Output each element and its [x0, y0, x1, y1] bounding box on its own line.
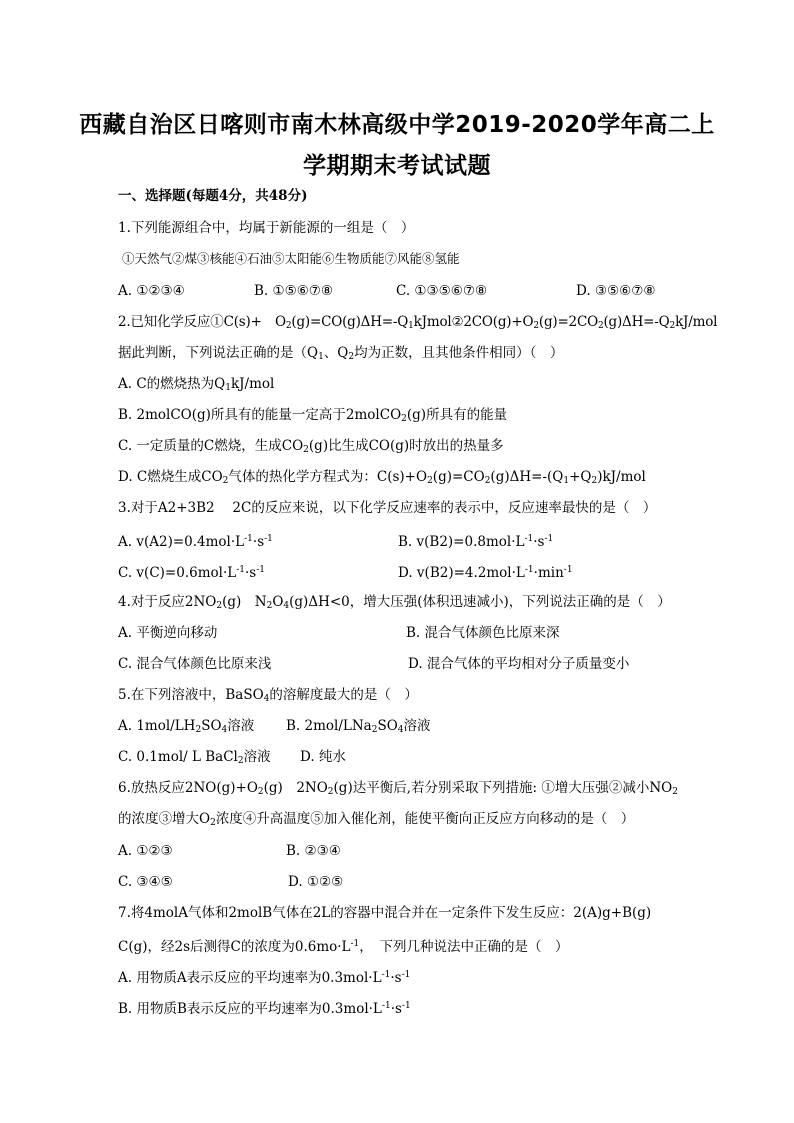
- question-6-option-c: C. ③④⑤: [118, 874, 173, 890]
- question-2-stem-line-1: 2.已知化学反应①C(s)+ $O_2(g)=CO(g)\Delta H=-Q_1kJmol②2CO(g)+O_2(g)=2CO_2(g)\Delta H=-Q_2kJ$/mol: [118, 314, 718, 331]
- question-1-list: ①天然气②煤③核能④石油⑤太阳能⑥生物质能⑦风能⑧氢能: [122, 251, 460, 266]
- question-5-option-b: B. $2mol/LNa_2SO_4$溶液: [286, 718, 431, 735]
- question-2-option-a: A. C的燃烧热为$Q_1kJ$/mol: [118, 376, 275, 393]
- question-6-stem-line-1: 6.放热反应$2NO(g)+O_2(g)$ $2NO_2(g)$达平衡后,若分别采取下列措施: ①增大压强②减小$NO_2$: [118, 780, 678, 797]
- question-1-option-d: D. ③⑤⑥⑦⑧: [576, 283, 656, 299]
- section-heading: 一、选择题(每题4分，共48分): [118, 188, 308, 204]
- question-5-option-c: C. 0.1mol/ L BaCl$_2$溶液: [118, 749, 271, 766]
- question-7-stem-line-1: 7.将4molA气体和2molB气体在2L的容器中混合并在一定条件下发生反应：2(A)g+B(g): [118, 905, 652, 921]
- question-5-option-a: A. $1mol/LH_2SO_4$溶液: [118, 718, 255, 735]
- question-2-option-d: D. C燃烧生成$CO_2$气体的热化学方程式为：$C(s)+O_2(g)=CO_2(g)\Delta H=-(Q_1+Q_2)kJ$/mol: [118, 469, 646, 486]
- question-2-option-b: B. 2molCO(g)所具有的能量一定高于2molCO$_2$(g)所具有的能量: [118, 407, 508, 424]
- question-3-option-c: C. $v(C)=0.6mol\cdot L^{-1}\cdot s^{-1}$: [118, 565, 266, 581]
- question-4-option-b: B. 混合气体颜色比原来深: [406, 625, 560, 641]
- question-7-option-a: A. 用物质A表示反应的平均速率为$0.3mol\cdot L^{-1}\cdot s^{-1}$: [118, 970, 411, 986]
- question-5-option-d: D. 纯水: [300, 749, 346, 765]
- question-3-option-a: A. $v(A2)=0.4mol\cdot L^{-1}\cdot s^{-1}$: [118, 534, 273, 550]
- question-6-option-a: A. ①②③: [118, 843, 173, 859]
- question-3-option-b: B. $v(B2)=0.8mol\cdot L^{-1}\cdot s^{-1}$: [398, 534, 554, 550]
- question-4-option-c: C. 混合气体颜色比原来浅: [118, 656, 272, 672]
- page-title-line-1: 西藏自治区日喀则市南木林高级中学2019-2020学年高二上: [79, 112, 715, 138]
- question-7-stem-line-2: C(g)，经2s后测得C的浓度为$0.6mo\cdot L^{-1}$， 下列几种说法中正确的是（ ）: [118, 939, 569, 955]
- question-2-option-c: C. 一定质量的C燃烧，生成$CO_2(g)$比生成CO(g)时放出的热量多: [118, 438, 504, 455]
- question-1-stem: 1.下列能源组合中，均属于新能源的一组是（ ）: [118, 220, 415, 236]
- question-1-option-b: B. ①⑤⑥⑦⑧: [254, 283, 334, 299]
- question-5-stem: 5.在下列溶液中，BaSO$_4$的溶解度最大的是（ ）: [118, 687, 418, 704]
- question-4-option-d: D. 混合气体的平均相对分子质量变小: [408, 656, 630, 672]
- question-6-option-b: B. ②③④: [286, 843, 341, 859]
- question-1-option-c: C. ①③⑤⑥⑦⑧: [396, 283, 488, 299]
- page-title-line-2: 学期期末考试试题: [303, 153, 491, 179]
- question-2-stem-line-2: 据此判断，下列说法正确的是（$Q_1$、$Q_2$均为正数，且其他条件相同）（ ）: [118, 345, 564, 362]
- question-6-stem-line-2: 的浓度③增大$O_2$浓度④升高温度⑤加入催化剂，能使平衡向正反应方向移动的是（ ）: [118, 811, 635, 828]
- question-3-option-d: D. $v(B2)=4.2mol\cdot L^{-1}\cdot\min^{-1}$: [398, 565, 573, 581]
- question-1-option-a: A. ①②③④: [118, 283, 185, 299]
- question-6-option-d: D. ①②⑤: [288, 874, 344, 890]
- question-4-option-a: A. 平衡逆向移动: [118, 625, 218, 641]
- question-3-stem: 3.对于A2+3B2 2C的反应来说，以下化学反应速率的表示中，反应速率最快的是（ ）: [118, 500, 657, 516]
- question-7-option-b: B. 用物质B表示反应的平均速率为$0.3mol\cdot L^{-1}\cdot s^{-1}$: [118, 1001, 411, 1017]
- question-4-stem: 4.对于反应$2NO_2(g)$ $N_2O_4(g)\Delta H<0$，增大压强(体积迅速减小)，下列说法正确的是（ ）: [118, 594, 671, 611]
